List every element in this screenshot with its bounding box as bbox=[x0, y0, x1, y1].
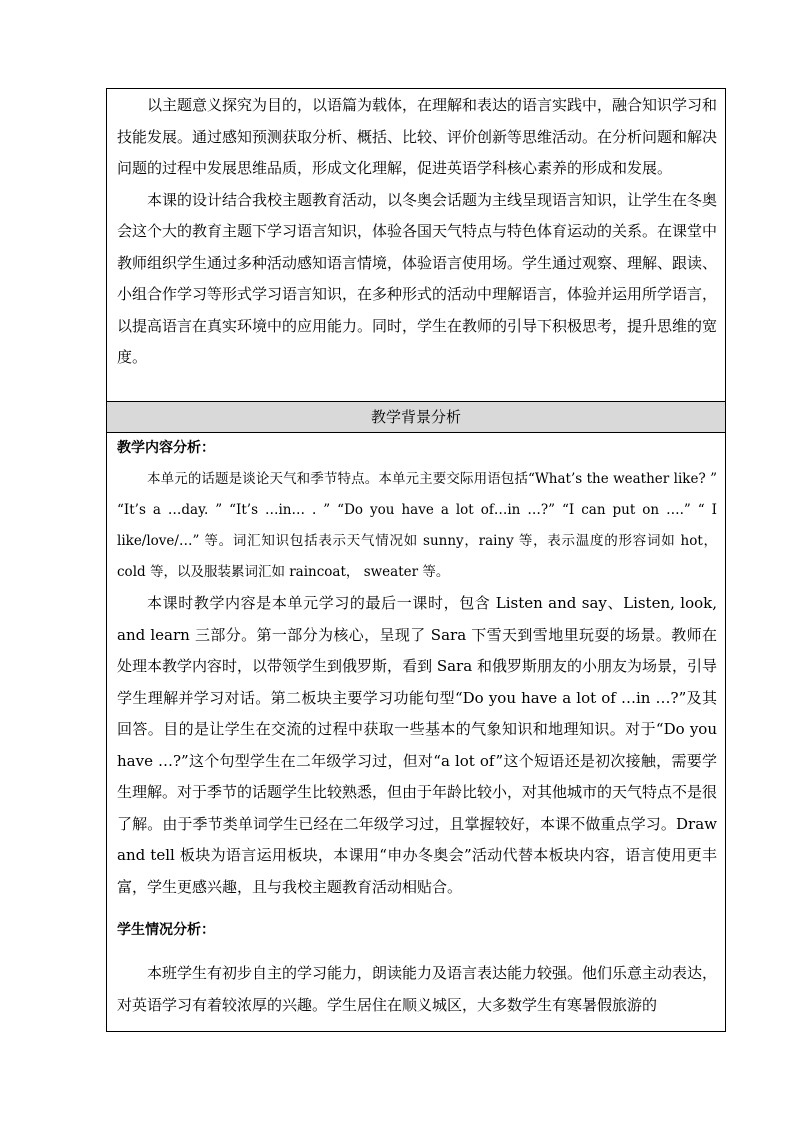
rationale-paragraph: 以主题意义探究为目的，以语篇为载体，在理解和表达的语言实践中，融合知识学习和技能发展。通过感知预测获取分析、概括、比较、评价创新等思维活动。在分析问题和解决问题的过程中发展思维品质，形成文化理解，促进英语学科核心素养的形成和发展。 bbox=[117, 96, 718, 177]
lesson-plan-table bbox=[106, 88, 726, 1032]
content-analysis-paragraph: 本课时教学内容是本单元学习的最后一课时，包含 Listen and say、Listen, look, and learn 三部分。第一部分为核心，呈现了 Sara 下雪天到雪地里玩耍的场景。教师在处理本教学内容时，以带领学生到俄罗斯，看到 Sara 和俄罗斯朋友的小朋友为场景，引导学生理解并学习对话。第二板块主要学习功能句型“Do you have a lot of …in …?”及其回答。目的是让学生在交流的过程中获取一些基本的气象知识和地理知识。对于“Do you have …?”这个句型学生在二年级学习过，但对“a lot of”这个短语还是初次接触，需要学生理解。对于季节的话题学生比较熟悉，但由于年龄比较小，对其他城市的天气特点不是很了解。由于季节类单词学生已经在二年级学习过，且掌握较好，本课不做重点学习。Draw and tell 板块为语言运用板块，本课用“申办冬奥会”活动代替本板块内容，语言使用更丰富，学生更感兴趣，且与我校主题教育活动相贴合。 bbox=[117, 594, 718, 896]
student-analysis-title: 学生情况分析： bbox=[117, 922, 215, 938]
student-analysis-paragraph: 本班学生有初步自主的学习能力，朗读能力及语言表达能力较强。他们乐意主动表达，对英语学习有着较浓厚的兴趣。学生居住在顺义城区，大多数学生有寒暑假旅游的 bbox=[117, 964, 718, 1014]
design-rationale-cell bbox=[107, 89, 725, 401]
section-header-title: 教学背景分析 bbox=[370, 408, 461, 426]
content-analysis-paragraph: 本单元的话题是谈论天气和季节特点。本单元主要交际用语包括“What’s the weather like? ” “It’s a …day. ” “It’s …in… . ” “Do you have a lot of…in …?” “I can put on ….” “ I like/love/…” 等。词汇知识包括表示天气情况如 sunny，rainy 等，表示温度的形容词如 hot， cold 等，以及服装累词汇如 raincoat， sweater 等。 bbox=[117, 471, 717, 580]
background-analysis-cell bbox=[107, 433, 725, 1031]
section-header bbox=[107, 401, 725, 433]
rationale-paragraph: 本课的设计结合我校主题教育活动，以冬奥会话题为主线呈现语言知识，让学生在冬奥会这个大的教育主题下学习语言知识，体验各国天气特点与特色体育运动的关系。在课堂中教师组织学生通过多种活动感知语言情境，体验语言使用场。学生通过观察、理解、跟读、小组合作学习等形式学习语言知识，在多种形式的活动中理解语言，体验并运用所学语言，以提高语言在真实环境中的应用能力。同时，学生在教师的引导下积极思考，提升思维的宽度。 bbox=[117, 190, 718, 366]
content-analysis-title: 教学内容分析： bbox=[117, 440, 215, 456]
